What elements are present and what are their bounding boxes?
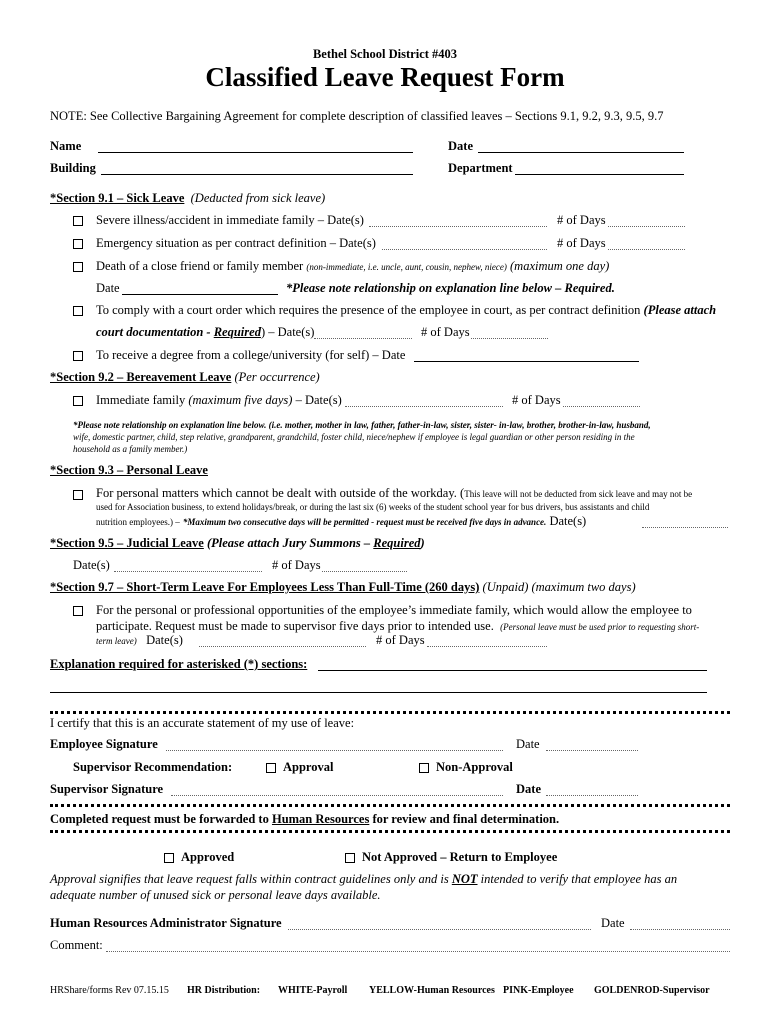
employee-date-field[interactable] <box>546 750 638 751</box>
building-field[interactable] <box>101 174 413 175</box>
comment-field[interactable] <box>106 951 730 952</box>
hr-approved-checkbox[interactable] <box>164 853 174 863</box>
sick-emergency-days-label: # of Days <box>557 236 606 250</box>
sick-court-days-label: # of Days <box>421 325 470 339</box>
personal-leave-line-3: nutrition employees.) – *Maximum two consecutive days will be permitted - request must be received five days in advance. Date(s) <box>96 514 587 528</box>
short-term-days-label: # of Days <box>376 633 425 647</box>
sick-court-label: To comply with a court order which requires the presence of the employee in court, as per contract definition (Please attach <box>96 303 717 317</box>
non-approval-label: Non-Approval <box>436 760 513 774</box>
short-term-line-3: term leave) Date(s) <box>96 633 183 647</box>
section-9-2-heading: *Section 9.2 – Bereavement Leave (Per occurrence) <box>50 370 320 384</box>
section-9-7-heading: *Section 9.7 – Short-Term Leave For Employees Less Than Full-Time (260 days) (Unpaid) (maximum two days) <box>50 580 636 594</box>
footer-goldenrod: GOLDENROD-Supervisor <box>594 985 710 996</box>
bereavement-days-field[interactable] <box>563 406 640 407</box>
approval-label: Approval <box>283 760 334 774</box>
bereavement-note-2: wife, domestic partner, child, step relative, grandparent, grandchild, foster child, niece/nephew if employee is legal guardian or other person residing in the <box>73 432 635 442</box>
hr-date-label: Date <box>601 916 625 930</box>
judicial-dates-field[interactable] <box>114 571 262 572</box>
sick-court-checkbox[interactable] <box>73 306 83 316</box>
short-term-checkbox[interactable] <box>73 606 83 616</box>
explanation-field-2[interactable] <box>50 692 707 693</box>
non-approval-checkbox[interactable] <box>419 763 429 773</box>
district-name: Bethel School District #403 <box>312 47 458 61</box>
sick-court-label-2: court documentation - Required) – Date(s) <box>96 325 315 339</box>
sick-severe-illness-checkbox[interactable] <box>73 216 83 226</box>
department-label: Department <box>448 161 513 175</box>
footer-yellow: YELLOW-Human Resources <box>369 985 495 996</box>
bereavement-note-3: household as a family member.) <box>73 444 188 454</box>
sick-degree-date-field[interactable] <box>414 361 639 362</box>
sick-death-date-field[interactable] <box>122 294 278 295</box>
sick-emergency-label: Emergency situation as per contract definition – Date(s) <box>96 236 376 250</box>
personal-leave-checkbox[interactable] <box>73 490 83 500</box>
name-label: Name <box>50 139 82 153</box>
approval-note: Approval signifies that leave request falls within contract guidelines only and is NOT intended to verify that employee has an <box>50 872 678 886</box>
divider <box>50 804 730 807</box>
bereavement-label: Immediate family (maximum five days) – Date(s) <box>96 393 342 407</box>
explanation-label: Explanation required for asterisked (*) sections: <box>50 657 308 671</box>
department-field[interactable] <box>515 174 684 175</box>
hr-not-approved-label: Not Approved – Return to Employee <box>362 850 558 864</box>
judicial-days-field[interactable] <box>322 571 407 572</box>
sick-court-dates-field[interactable] <box>314 338 412 339</box>
bereavement-dates-field[interactable] <box>345 406 503 407</box>
supervisor-date-field[interactable] <box>546 795 638 796</box>
certify-text: I certify that this is an accurate statement of my use of leave: <box>50 716 355 730</box>
hr-approved-label: Approved <box>181 850 235 864</box>
sick-emergency-dates-field[interactable] <box>382 249 547 250</box>
sick-death-checkbox[interactable] <box>73 262 83 272</box>
judicial-days-label: # of Days <box>272 558 321 572</box>
comment-label: Comment: <box>50 938 103 952</box>
note-text: NOTE: See Collective Bargaining Agreement for complete description of classified leaves – Sections 9.1, 9.2, 9.3, 9.5, 9.7 <box>50 109 664 123</box>
sick-degree-checkbox[interactable] <box>73 351 83 361</box>
hr-not-approved-checkbox[interactable] <box>345 853 355 863</box>
divider <box>50 830 730 833</box>
sick-emergency-days-field[interactable] <box>608 249 685 250</box>
approval-note-2: adequate number of unused sick or personal leave days available. <box>50 888 381 902</box>
building-label: Building <box>50 161 96 175</box>
explanation-field-1[interactable] <box>318 670 707 671</box>
personal-leave-dates-field[interactable] <box>642 527 728 528</box>
hr-signature-label: Human Resources Administrator Signature <box>50 916 282 930</box>
short-term-dates-field[interactable] <box>199 646 366 647</box>
page-title: Classified Leave Request Form <box>205 62 565 92</box>
forward-instruction: Completed request must be forwarded to Human Resources for review and final determination. <box>50 812 560 826</box>
hr-signature-field[interactable] <box>288 929 591 930</box>
sick-severe-days-field[interactable] <box>608 226 685 227</box>
sick-death-label: Death of a close friend or family member (non-immediate, i.e. uncle, aunt, cousin, nephew, niece) (maximum one day) <box>96 259 610 273</box>
sick-emergency-checkbox[interactable] <box>73 239 83 249</box>
sick-death-note: *Please note relationship on explanation line below – Required. <box>286 281 615 295</box>
sick-degree-label: To receive a degree from a college/university (for self) – Date <box>96 348 406 362</box>
personal-leave-label: For personal matters which cannot be dealt with outside of the workday. (This leave will not be deducted from sick leave and may not be <box>96 486 693 500</box>
date-field[interactable] <box>478 152 684 153</box>
sick-severe-days-label: # of Days <box>557 213 606 227</box>
employee-date-label: Date <box>516 737 540 751</box>
date-label: Date <box>448 139 473 153</box>
employee-signature-field[interactable] <box>166 750 503 751</box>
name-field[interactable] <box>98 152 413 153</box>
section-9-3-heading: *Section 9.3 – Personal Leave <box>50 463 208 477</box>
short-term-line-1: For the personal or professional opportunities of the employee’s immediate family, which would allow the employee to <box>96 603 692 617</box>
supervisor-signature-label: Supervisor Signature <box>50 782 164 796</box>
footer-white: WHITE-Payroll <box>278 985 348 996</box>
sick-severe-dates-field[interactable] <box>369 226 547 227</box>
supervisor-date-label: Date <box>516 782 541 796</box>
hr-date-field[interactable] <box>630 929 730 930</box>
supervisor-signature-field[interactable] <box>171 795 503 796</box>
section-9-5-heading: *Section 9.5 – Judicial Leave (Please attach Jury Summons – Required) <box>50 536 425 550</box>
footer-pink: PINK-Employee <box>503 985 574 996</box>
bereavement-note-1: *Please note relationship on explanation line below. (i.e. mother, mother in law, father, father-in-law, sister, sister- in-law, brother, brother-in-law, husband, <box>73 420 651 430</box>
bereavement-days-label: # of Days <box>512 393 561 407</box>
personal-leave-line-2: used for Association business, to extend holidays/break, or during the last six (6) weeks of the student school year for bus drivers, bus assistants and child <box>96 502 650 512</box>
bereavement-checkbox[interactable] <box>73 396 83 406</box>
employee-signature-label: Employee Signature <box>50 737 158 751</box>
approval-checkbox[interactable] <box>266 763 276 773</box>
short-term-days-field[interactable] <box>427 646 547 647</box>
footer-revision: HRShare/forms Rev 07.15.15 <box>50 985 169 996</box>
divider <box>50 711 730 714</box>
footer-distribution: HR Distribution: <box>187 985 261 996</box>
sick-severe-illness-label: Severe illness/accident in immediate family – Date(s) <box>96 213 364 227</box>
section-9-1-heading: *Section 9.1 – Sick Leave (Deducted from sick leave) <box>50 191 326 205</box>
sick-death-date-label: Date <box>96 281 120 295</box>
judicial-dates-label: Date(s) <box>73 558 110 572</box>
short-term-line-2: participate. Request must be made to supervisor five days prior to intended use. (Personal leave must be used prior to requesting short- <box>96 619 700 633</box>
supervisor-recommendation-label: Supervisor Recommendation: <box>73 760 233 774</box>
sick-court-days-field[interactable] <box>471 338 548 339</box>
